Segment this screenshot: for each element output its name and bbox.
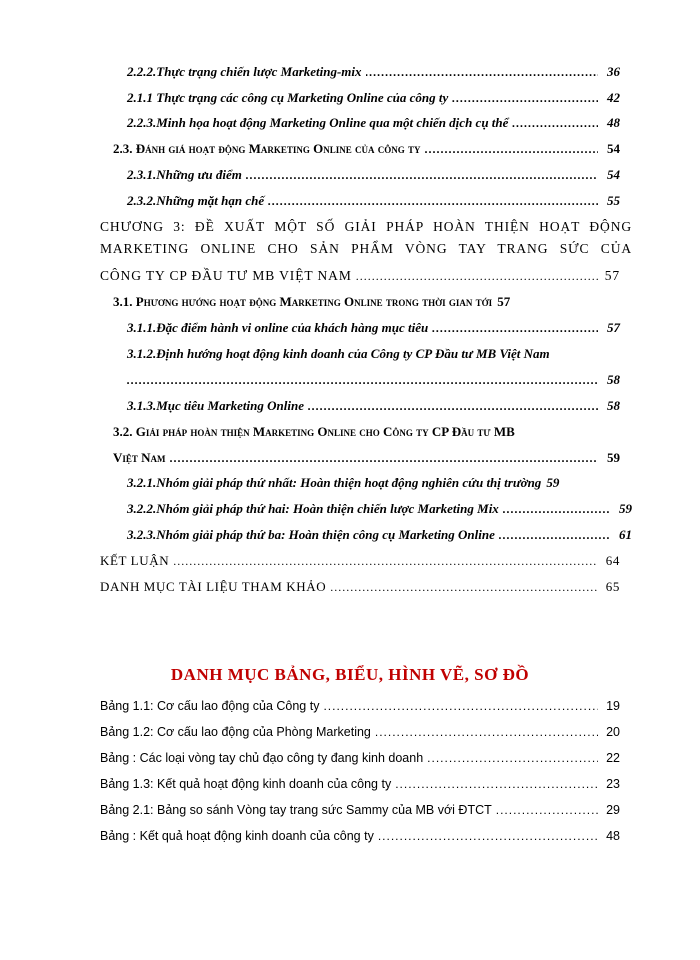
toc-entry-title: KẾT LUẬN [100,553,170,568]
chapter-3-page: 57 [604,268,620,283]
chapter-3-entry[interactable] [100,216,632,260]
toc-section-entry-continuation[interactable] [113,450,620,466]
toc-entry-title: 2.3.1.Những ưu điểm [127,167,242,182]
toc-section-entry[interactable] [113,141,620,157]
toc-section-entry[interactable] [113,294,625,310]
table-list-page: 29 [606,803,620,817]
toc-entry-title: 2.2.2.Thực trạng chiến lược Marketing-mix [127,64,362,79]
chapter-3-line-1: CHƯƠNG 3: ĐỀ XUẤT MỘT SỐ GIẢI PHÁP HOÀN THIỆN HOẠT ĐỘNG [100,219,632,234]
leader-dots [246,168,598,183]
toc-entry[interactable] [127,167,620,183]
leader-dots [170,451,598,466]
toc-entry-title: 3.1. Phương hướng hoạt động Marketing Online trong thời gian tới [113,294,493,309]
table-list-item[interactable] [100,699,620,713]
table-list-item[interactable] [100,777,620,791]
leader-dots [452,91,598,106]
table-list-item[interactable] [100,803,620,817]
leader-dots [499,528,610,543]
table-list-item[interactable] [100,751,620,765]
table-list-page: 22 [606,751,620,765]
toc-entry-page: 36 [607,64,620,79]
table-list-page: 19 [606,699,620,713]
table-list-page: 23 [606,777,620,791]
toc-entry[interactable] [127,398,620,414]
leader-dots [378,829,598,843]
toc-entry-title: 3.1.1.Đặc điểm hành vi online của khách hàng mục tiêu [127,320,429,335]
toc-references[interactable] [100,579,620,595]
table-list-title: Bảng 1.1: Cơ cấu lao động của Công ty [100,699,320,713]
leader-dots [503,502,610,517]
table-list-title: Bảng : Kết quả hoạt động kinh doanh của công ty [100,829,374,843]
table-list-title: Bảng 1.3: Kết quả hoạt động kinh doanh của công ty [100,777,392,791]
leader-dots [395,777,598,791]
toc-entry[interactable] [127,501,632,517]
table-list-page: 20 [606,725,620,739]
toc-entry[interactable] [127,115,620,131]
toc-entry[interactable] [127,527,632,543]
toc-entry[interactable] [127,346,632,362]
chapter-3-line-3: CÔNG TY CP ĐẦU TƯ MB VIỆT NAM [100,268,352,283]
toc-entry[interactable] [127,320,620,336]
leader-dots [330,580,598,595]
toc-entry-title: 3.2. Giải pháp hoàn thiện Marketing Online cho Công ty CP Đầu tư MB [113,424,515,439]
toc-entry[interactable] [127,90,620,106]
table-list-page: 48 [606,829,620,843]
leader-dots [427,751,598,765]
leader-dots [512,116,598,131]
toc-entry[interactable] [127,193,620,209]
leader-dots [268,194,598,209]
toc-entry[interactable] [127,64,620,80]
toc-entry-page: 65 [605,579,620,594]
toc-entry-title: DANH MỤC TÀI LIỆU THAM KHẢO [100,579,327,594]
toc-entry-page: 61 [619,527,632,542]
chapter-3-line-2: MARKETING ONLINE CHO SẢN PHẨM VÒNG TAY TRANG SỨC CỦA [100,241,632,256]
leader-dots [375,725,598,739]
leader-dots [432,321,598,336]
leader-dots [127,373,598,388]
toc-entry-title-line-2: Việt Nam [113,450,166,465]
toc-entry-page: 57 [607,320,620,335]
toc-entry-page: 48 [607,115,620,130]
toc-entry-page: 57 [497,294,511,309]
table-list-item[interactable] [100,725,620,739]
toc-entry-continuation[interactable] [127,372,620,388]
toc-section-entry[interactable] [113,424,633,440]
table-list-title: Bảng : Các loại vòng tay chủ đạo công ty đang kinh doanh [100,751,424,765]
table-list-title: Bảng 2.1: Bảng so sánh Vòng tay trang sức Sammy của MB với ĐTCT [100,803,492,817]
toc-entry-page: 54 [607,141,620,156]
chapter-3-last-line[interactable] [100,268,620,284]
toc-entry-title: 2.3. Đánh giá hoạt động Marketing Online của công ty [113,141,421,156]
list-of-tables-heading: DANH MỤC BẢNG, BIỂU, HÌNH VẼ, SƠ ĐỒ [170,665,530,684]
toc-entry[interactable] [127,475,632,491]
toc-entry-title: 3.2.1.Nhóm giải pháp thứ nhất: Hoàn thiện hoạt động nghiên cứu thị trường [127,475,542,490]
toc-entry-title: 3.2.3.Nhóm giải pháp thứ ba: Hoàn thiện công cụ Marketing Online [127,527,495,542]
toc-entry-page: 42 [607,90,620,105]
leader-dots [366,65,598,80]
toc-entry-page: 59 [619,501,632,516]
toc-entry-title: 3.1.2.Định hướng hoạt động kinh doanh của Công ty CP Đầu tư MB Việt Nam [127,346,550,361]
toc-entry-page: 59 [546,475,560,490]
table-list-item[interactable] [100,829,620,843]
leader-dots [356,269,598,284]
toc-entry-page: 58 [607,398,620,413]
toc-entry-title: 2.2.3.Minh họa hoạt động Marketing Online qua một chiến dịch cụ thể [127,115,509,130]
toc-entry-page: 64 [605,553,620,568]
table-list-title: Bảng 1.2: Cơ cấu lao động của Phòng Marketing [100,725,371,739]
leader-dots [425,142,598,157]
toc-conclusion[interactable] [100,553,620,569]
leader-dots [308,399,598,414]
toc-entry-title: 3.1.3.Mục tiêu Marketing Online [127,398,304,413]
toc-entry-page: 59 [607,450,620,465]
toc-entry-page: 58 [607,372,620,387]
toc-entry-title: 3.2.2.Nhóm giải pháp thứ hai: Hoàn thiện chiến lược Marketing Mix [127,501,499,516]
toc-entry-page: 54 [607,167,620,182]
leader-dots [496,803,598,817]
leader-dots [173,554,598,569]
toc-entry-title: 2.3.2.Những mặt hạn chế [127,193,265,208]
toc-entry-title: 2.1.1 Thực trạng các công cụ Marketing Online của công ty [127,90,449,105]
toc-entry-page: 55 [607,193,620,208]
leader-dots [323,699,598,713]
